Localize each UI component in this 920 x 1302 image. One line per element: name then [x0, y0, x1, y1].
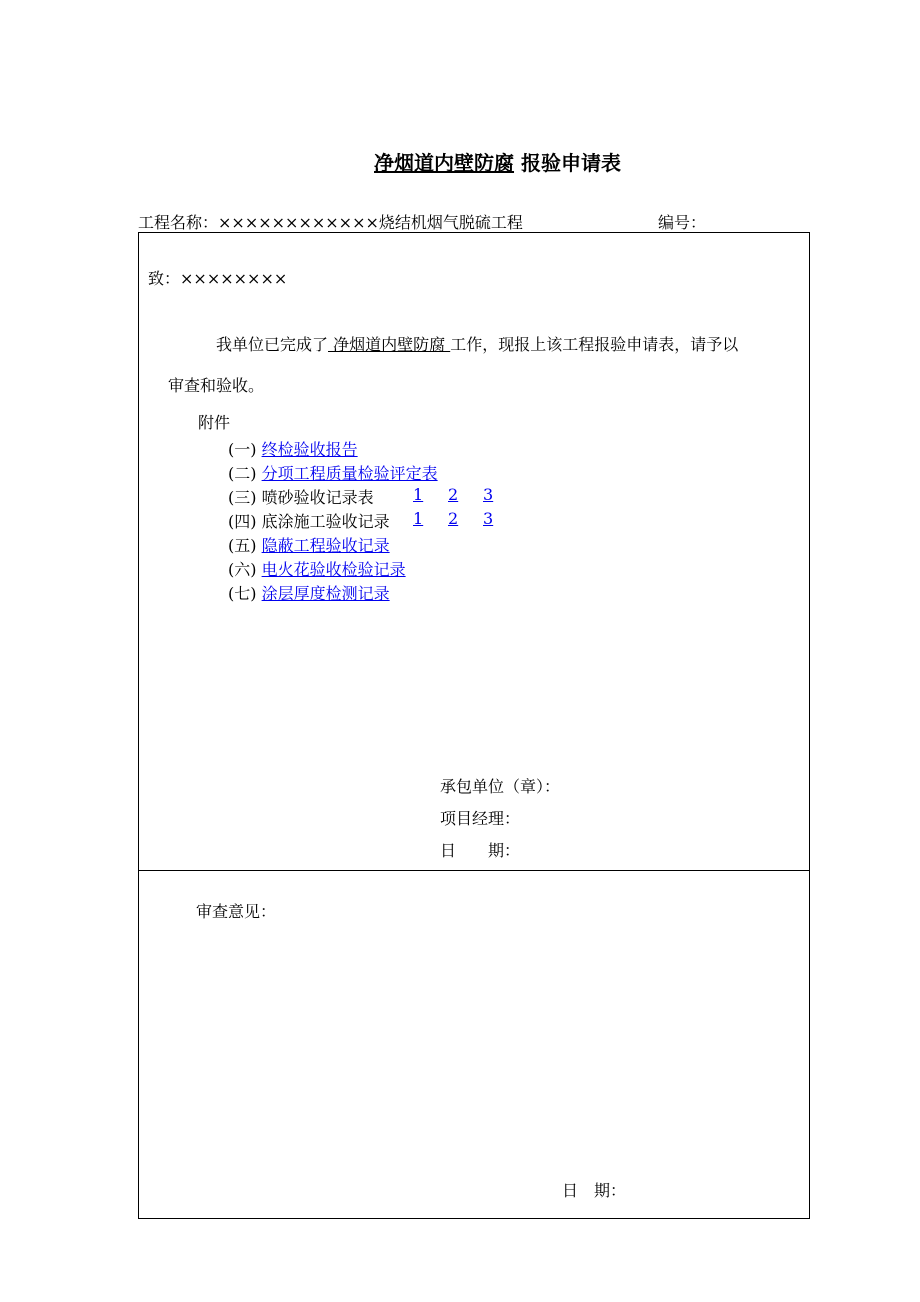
attachment-link-concealed-works[interactable]: 隐蔽工程验收记录 — [261, 536, 390, 555]
statement-project: 净烟道内壁防腐 — [328, 335, 451, 354]
title-project: 净烟道内壁防腐 — [374, 151, 515, 175]
attachment-3 — [228, 485, 374, 508]
attachment-index: (七) — [228, 584, 257, 603]
project-name: 工程名称：××××××××××××烧结机烟气脱硫工程 — [138, 213, 523, 232]
attachment-1 — [228, 437, 358, 460]
review-opinion-label: 审查意见： — [196, 902, 277, 921]
attachment-6 — [228, 557, 406, 580]
attachment-index: (二) — [228, 464, 257, 483]
attachment-index: (三) — [228, 488, 257, 507]
primer-page-1-link[interactable]: 1 — [413, 509, 424, 528]
sandblast-page-2-link[interactable]: 2 — [448, 485, 459, 504]
attachment-link-quality-evaluation[interactable]: 分项工程质量检验评定表 — [261, 464, 438, 483]
attachment-link-final-inspection[interactable]: 终检验收报告 — [261, 440, 358, 459]
primer-page-3-link[interactable]: 3 — [483, 509, 494, 528]
date-label: 日 期： — [440, 841, 521, 860]
addressee: 致：×××××××× — [148, 269, 288, 288]
attachment-index: (四) — [228, 512, 257, 531]
review-section — [138, 870, 810, 1219]
contractor-label: 承包单位（章）： — [440, 777, 561, 796]
number-label: 编号： — [658, 213, 707, 232]
attachment-5 — [228, 533, 390, 556]
review-date-label: 日 期： — [562, 1181, 627, 1200]
sandblast-page-1-link[interactable]: 1 — [413, 485, 424, 504]
title-suffix: 报验申请表 — [514, 151, 621, 175]
statement-suffix: 工作，现报上该工程报验申请表，请予以 — [450, 335, 739, 354]
attachment-index: (五) — [228, 536, 257, 555]
attachment-label: 喷砂验收记录表 — [261, 488, 374, 507]
attachment-index: (一) — [228, 440, 257, 459]
attachments-label: 附件 — [198, 413, 231, 432]
statement-line1 — [216, 332, 738, 355]
attachment-7 — [228, 581, 390, 604]
attachment-label: 底涂施工验收记录 — [261, 512, 390, 531]
statement-prefix: 我单位已完成了 — [216, 335, 329, 354]
statement-line2: 审查和验收。 — [168, 376, 265, 395]
attachment-2 — [228, 461, 438, 484]
attachment-link-spark-test[interactable]: 电火花验收检验记录 — [261, 560, 406, 579]
manager-label: 项目经理： — [440, 809, 521, 828]
attachment-4 — [228, 509, 390, 532]
attachment-link-coating-thickness[interactable]: 涂层厚度检测记录 — [261, 584, 390, 603]
sandblast-page-3-link[interactable]: 3 — [483, 485, 494, 504]
attachment-index: (六) — [228, 560, 257, 579]
page-title — [0, 147, 920, 176]
primer-page-2-link[interactable]: 2 — [448, 509, 459, 528]
